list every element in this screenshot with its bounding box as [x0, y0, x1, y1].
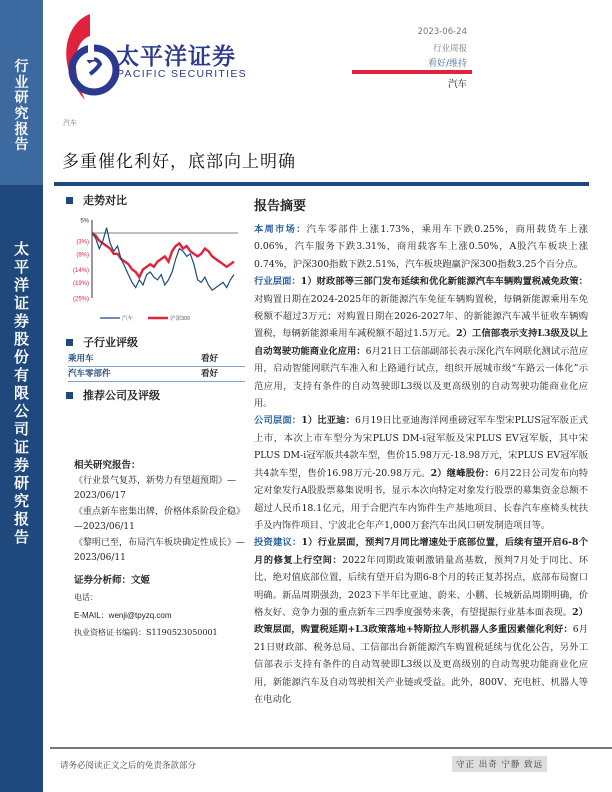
y-tick-label: (8%): [76, 252, 89, 259]
bullet-square-icon: [66, 339, 73, 346]
para-bold: 2）继峰股份：: [430, 467, 495, 479]
header-red-rule: [352, 70, 472, 74]
sub-industry-name: 乘用车: [68, 354, 94, 364]
para-text: 6月21日财政部、税务总局、工信部出台新能源汽车购置税延续与优化公告，另外工信部表示支持有条件的自动驾驶即L3级以及更高级别的自动驾驶功能商业化应用，新能源汽车及自动驾驶相关产业链或受益。此外，800V、充电桩、机器人等在电动化: [254, 624, 588, 705]
sidebar-char: 太: [13, 240, 29, 258]
analyst-name: 证券分析师：文姬: [74, 574, 151, 586]
industry-name: 汽车: [447, 79, 467, 90]
sub-industry-name: 汽车零部件: [68, 369, 111, 379]
analyst-email[interactable]: E-MAIL：wenji@tpyzq.com: [74, 610, 172, 620]
trend-chart: [62, 212, 247, 327]
summary-heading: 报告摘要: [254, 199, 307, 214]
industry-rating: 看好/维持: [427, 59, 467, 69]
para-text: 6月22日公司发布向特定对象发行A股股票募集说明书，显示本次向特定对象发行股票的募集资金总额不超过人民币18.1亿元，用于合肥汽车内饰件生产基地项目、长春汽车座椅头枕扶手及内饰件项目、宁波北仑年产1,000万套汽车出风口研发制造项目等。: [254, 467, 588, 531]
category-label: 汽车: [63, 119, 77, 127]
sidebar-char: 券: [13, 456, 29, 474]
sidebar-char: 报: [14, 121, 29, 138]
industry-paragraph: [254, 273, 588, 412]
brand-name-en: PACIFIC SECURITIES: [117, 68, 247, 80]
para-text: 对购置日期在2024-2025年的新能源汽车免征车辆购置税，每辆新能源乘用车免税额不超过3万元；对购置日期在2026-2027年、的新能源汽车减半征收车辆购置税，每辆新能源乘用车减税额不超过1.5万元。: [254, 293, 588, 340]
para-label: 本周市场：: [254, 224, 307, 235]
sidebar-char: 司: [13, 420, 29, 438]
sidebar-char: 究: [14, 106, 29, 123]
sub-industry-rating: 看好: [200, 354, 218, 364]
sidebar-char: 研: [13, 474, 29, 492]
sidebar-char: 究: [13, 492, 29, 510]
para-label: 行业层面：: [254, 276, 301, 288]
company-motto: 守正 出奇 宁静 致远: [452, 756, 547, 772]
rating-row: [68, 367, 245, 382]
sub-rating-heading: [66, 334, 138, 350]
sidebar-char: 股: [13, 330, 29, 348]
report-date: 2023-06-24: [417, 27, 467, 37]
bullet-square-icon: [66, 392, 73, 399]
trend-heading-text: 走势对比: [83, 194, 127, 207]
sidebar-char: 行: [14, 59, 29, 75]
footer-divider: [50, 747, 612, 749]
page-title: 多重催化利好，底部向上明确: [62, 152, 296, 172]
disclaimer-note: 请务必阅读正文之后的免责条款部分: [60, 761, 197, 771]
related-report-link[interactable]: 《重点新车密集出牌，价格体系阶段企稳》—2023/06/11: [74, 506, 246, 532]
analyst-phone: 电话：: [74, 593, 98, 602]
sidebar-top-label: [0, 60, 43, 154]
sidebar-char: 洋: [13, 276, 29, 294]
para-bold: 2）政策层面，购置税延期+L3政策落地+特斯拉人形机器人多重因素催化利好：: [254, 606, 588, 636]
trend-heading: [66, 192, 127, 208]
report-type: 行业周报: [432, 44, 467, 54]
market-paragraph: [254, 221, 588, 273]
para-text: 汽车零部件上涨1.73%，乘用车下跌0.25%，商用载货车上涨0.06%，汽车服务下跌3.31%，商用载客车上涨0.50%，A股汽车板块上涨0.74%，沪深300指数下跌2.51%，汽车板块跑赢沪深300指数3.25个百分点。: [254, 224, 588, 270]
y-tick-label: (14%): [72, 267, 89, 274]
sidebar-char: 业: [14, 74, 29, 91]
sidebar-char: 有: [13, 366, 29, 384]
analyst-license: 执业资格证书编码：S1190523050001: [74, 628, 218, 637]
sidebar-char: 告: [13, 528, 29, 546]
para-bold: 1）行业层面，预判7月同比增速处于底部位置，后续有望开启6-8个月的修复上行空间：: [254, 537, 588, 566]
sub-industry-rating: 看好: [200, 369, 218, 379]
para-bold: 2）工信部表示支持L3级及以上自动驾驶功能商业化应用：: [254, 328, 588, 357]
y-tick-label: (19%): [72, 280, 89, 287]
sidebar-char: 证: [13, 438, 29, 456]
sub-rating-heading-text: 子行业评级: [83, 336, 138, 349]
bullet-square-icon: [66, 197, 73, 204]
sidebar-char: 报: [13, 510, 29, 528]
brand-name-cn: 太平洋证券: [116, 44, 236, 70]
legend-label: 汽车: [122, 316, 134, 322]
para-text: 6月19日比亚迪海洋网重磅冠军车型宋PLUS冠军版正式上市，本次上市车型分为宋PLUS DM-i冠军版及宋PLUS EV冠军版，其中宋PLUS DM-i冠军版共4款车型，售价15.98万元-18.98万元，宋PLUS EV冠军版共4款车型，售价16.98万元-20.98万元。: [254, 415, 588, 479]
summary-body: [254, 221, 588, 708]
series-line-csi300: [92, 233, 234, 277]
advice-paragraph: [254, 534, 588, 708]
y-tick-label: (25%): [72, 296, 89, 303]
para-text: 6月21日工信部副部长表示深化汽车网联化测试示范应用，启动智能网联汽车准入和上路通行试点，组织开展城市级“车路云一体化”示范应用，支持有条件的自动驾驶即L3级以及更高级别的自动驾驶功能商业化应用。: [254, 345, 588, 410]
sidebar-char: 证: [13, 294, 29, 312]
sidebar-char: 平: [13, 258, 29, 276]
sidebar-char: 券: [13, 312, 29, 330]
rating-row: [68, 352, 245, 367]
recommend-heading-text: 推荐公司及评级: [83, 389, 160, 402]
y-tick-label: (3%): [76, 239, 89, 246]
recommend-heading: [66, 387, 160, 403]
title-divider: [54, 182, 589, 186]
para-label: 公司层面：: [254, 415, 302, 427]
related-reports: [74, 458, 246, 641]
para-bold: 1）比亚迪：: [301, 415, 356, 427]
para-label: 投资建议：: [254, 537, 302, 549]
sidebar-char: 研: [14, 90, 29, 107]
related-heading: 相关研究报告：: [74, 460, 141, 471]
para-bold: 1）财政部等三部门发布延续和优化新能源汽车车辆购置税减免政策：: [300, 276, 588, 288]
related-report-link[interactable]: 《行业景气复苏，新势力有望超预期》—2023/06/17: [74, 475, 237, 501]
sidebar-char: 限: [13, 384, 29, 402]
related-report-link[interactable]: 《黎明已至，布局汽车板块确定性成长》—2023/06/11: [74, 537, 246, 563]
sidebar-char: 公: [13, 402, 29, 420]
sidebar-bottom-label: [0, 240, 43, 546]
company-paragraph: [254, 412, 588, 534]
para-text: 2022年同期政策刺激销量高基数，预判7月处于同比、环比、绝对值底部位置，后续有望开启为期6-8个月的转正复苏拐点，底部布局窗口明确。新品周期强劲，2023下半年比亚迪、蔚来、小鹏、长城新品周期明确，价格友好、竞争力强的重点新车三四季度强势来袭，有望提振行业基本面表现。: [254, 554, 588, 618]
y-tick-label: 5%: [80, 218, 89, 225]
sidebar-char: 告: [14, 137, 29, 154]
sidebar-char: 份: [13, 348, 29, 366]
legend-label: 沪深300: [170, 316, 191, 322]
